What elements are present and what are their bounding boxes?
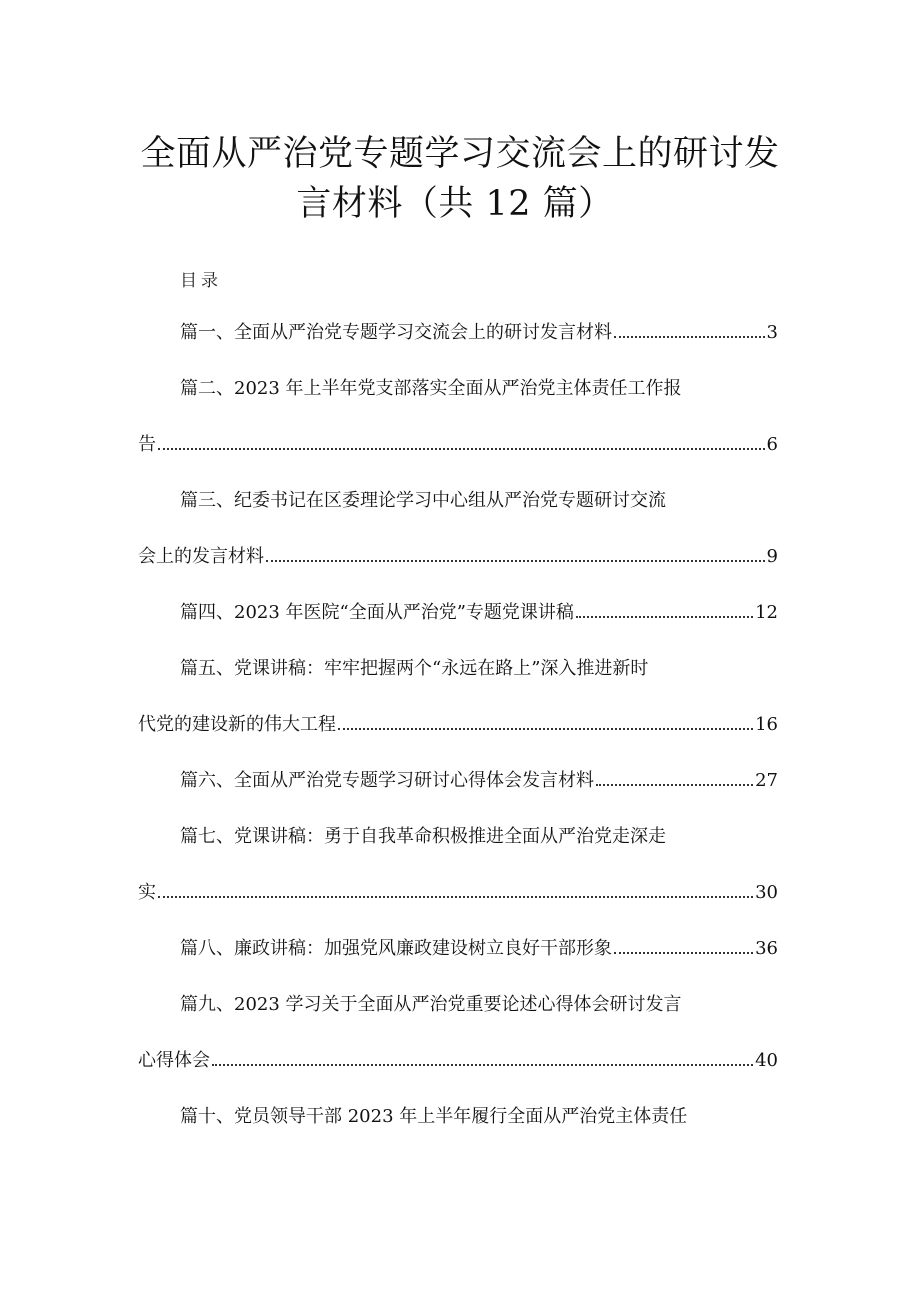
toc-entry-text: 告 <box>138 434 156 455</box>
toc-leader-dots <box>576 615 753 618</box>
toc-entry[interactable] <box>180 654 820 684</box>
toc-entry[interactable] <box>180 1102 820 1132</box>
toc-heading: 目录 <box>180 271 222 291</box>
toc-entry-text: 篇二、2023 年上半年党支部落实全面从严治党主体责任工作报 <box>180 378 682 399</box>
toc-entry[interactable] <box>180 822 820 852</box>
toc-page-number: 40 <box>755 1050 778 1071</box>
toc-entry-continuation[interactable] <box>138 430 778 460</box>
toc-page-number: 12 <box>755 602 778 623</box>
toc-entry-text: 实 <box>138 882 156 903</box>
toc-entry-continuation[interactable] <box>138 710 778 740</box>
toc-entry[interactable] <box>180 486 820 516</box>
toc-entry-text: 会上的发言材料 <box>138 546 264 567</box>
toc-leader-dots <box>158 895 753 898</box>
toc-entry-text: 篇四、2023 年医院“全面从严治党”专题党课讲稿 <box>180 602 574 623</box>
toc-leader-dots <box>212 1063 753 1066</box>
document-title-line-2: 言材料（共 12 篇） <box>296 184 614 224</box>
toc-leader-dots <box>158 447 765 450</box>
toc-leader-dots <box>596 783 753 786</box>
toc-entry-text: 心得体会 <box>138 1050 210 1071</box>
toc-page-number: 30 <box>755 882 778 903</box>
toc-leader-dots <box>266 559 765 562</box>
toc-entry-continuation[interactable] <box>138 878 778 908</box>
toc-entry-continuation[interactable] <box>138 542 778 572</box>
toc-entry-text: 代党的建设新的伟大工程 <box>138 714 336 735</box>
toc-entry-text: 篇十、党员领导干部 2023 年上半年履行全面从严治党主体责任 <box>180 1106 688 1127</box>
toc-entry-text: 篇六、全面从严治党专题学习研讨心得体会发言材料 <box>180 770 594 791</box>
toc-page-number: 3 <box>766 322 778 343</box>
toc-page-number: 16 <box>755 714 778 735</box>
toc-entry-text: 篇五、党课讲稿：牢牢把握两个“永远在路上”深入推进新时 <box>180 658 649 679</box>
toc-entry-text: 篇一、全面从严治党专题学习交流会上的研讨发言材料 <box>180 322 612 343</box>
document-title-line-1: 全面从严治党专题学习交流会上的研讨发 <box>140 134 780 174</box>
toc-page-number: 9 <box>766 546 778 567</box>
toc-leader-dots <box>614 335 765 338</box>
toc-page-number: 36 <box>755 938 778 959</box>
toc-entry-text: 篇八、廉政讲稿：加强党风廉政建设树立良好干部形象 <box>180 938 612 959</box>
toc-entry[interactable] <box>180 598 778 628</box>
toc-entry[interactable] <box>180 318 778 348</box>
toc-entry-continuation[interactable] <box>138 1046 778 1076</box>
toc-leader-dots <box>338 727 753 730</box>
toc-entry[interactable] <box>180 766 778 796</box>
toc-page-number: 6 <box>766 434 778 455</box>
toc-page-number: 27 <box>755 770 778 791</box>
toc-entry[interactable] <box>180 934 778 964</box>
toc-entry-text: 篇七、党课讲稿：勇于自我革命积极推进全面从严治党走深走 <box>180 826 666 847</box>
toc-entry-text: 篇三、纪委书记在区委理论学习中心组从严治党专题研讨交流 <box>180 490 666 511</box>
toc-leader-dots <box>614 951 753 954</box>
toc-entry-text: 篇九、2023 学习关于全面从严治党重要论述心得体会研讨发言 <box>180 994 682 1015</box>
toc-entry[interactable] <box>180 374 820 404</box>
toc-entry[interactable] <box>180 990 820 1020</box>
